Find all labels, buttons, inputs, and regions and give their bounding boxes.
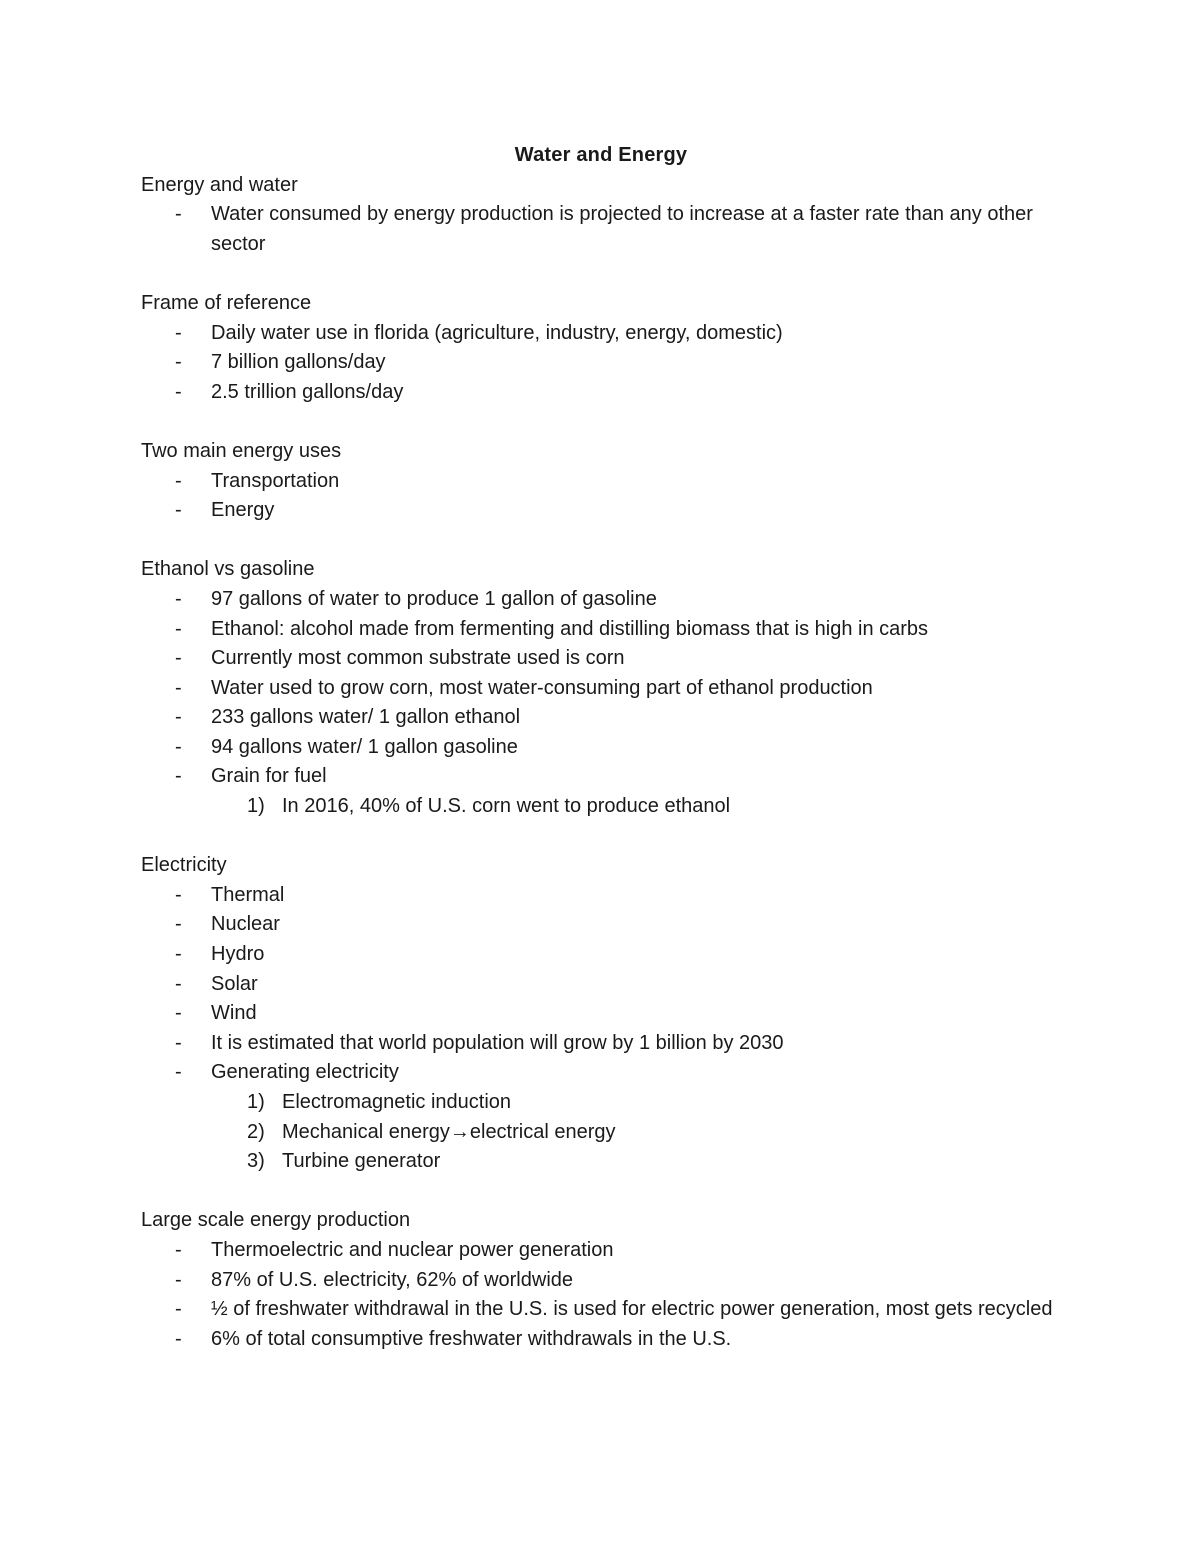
numbered-item-text: Electromagnetic induction	[282, 1091, 512, 1113]
list-item	[141, 1029, 1061, 1059]
list-item	[141, 1295, 1061, 1325]
dash-bullet-icon: -	[175, 203, 182, 226]
document-title: Water and Energy	[514, 144, 688, 166]
list-item	[141, 585, 1061, 615]
section-heading: Two main energy uses	[141, 439, 342, 462]
dash-bullet-icon: -	[175, 1298, 182, 1321]
dash-bullet-icon: -	[175, 676, 182, 699]
list-item	[141, 644, 1061, 674]
numbered-item-text: Mechanical energy→electrical energy	[282, 1120, 616, 1143]
numbered-item	[211, 1147, 1061, 1177]
list-item	[141, 615, 1061, 645]
section-ethanol-vs-gasoline	[141, 555, 1061, 821]
list-item	[141, 674, 1061, 704]
dash-bullet-icon: -	[175, 735, 182, 758]
dash-bullet-icon: -	[175, 321, 182, 344]
dash-bullet-icon: -	[175, 647, 182, 670]
list-item	[141, 762, 1061, 821]
list-item	[141, 970, 1061, 1000]
list-item-text: Water used to grow corn, most water-consuming part of ethanol production	[211, 676, 873, 699]
bullet-list	[141, 319, 1061, 408]
list-item-text: 7 billion gallons/day	[211, 351, 386, 374]
list-item-text: 233 gallons water/ 1 gallon ethanol	[211, 706, 521, 729]
dash-bullet-icon: -	[175, 499, 182, 522]
bullet-list	[141, 585, 1061, 822]
list-item-text: Ethanol: alcohol made from fermenting and distilling biomass that is high in carbs	[211, 617, 929, 640]
section-electricity	[141, 851, 1061, 1177]
dash-bullet-icon: -	[175, 1061, 182, 1084]
document-body	[141, 141, 1061, 1354]
list-item-text: Daily water use in florida (agriculture, industry, energy, domestic)	[211, 321, 783, 344]
list-item-text: Grain for fuel	[211, 765, 327, 788]
list-item-text: 2.5 trillion gallons/day	[211, 380, 404, 403]
list-item-text: Solar	[211, 972, 258, 995]
section-heading: Electricity	[141, 854, 227, 877]
section-heading: Frame of reference	[141, 291, 312, 314]
list-item-text: 97 gallons of water to produce 1 gallon of gasoline	[211, 587, 657, 610]
list-item	[141, 881, 1061, 911]
numbered-item-text: In 2016, 40% of U.S. corn went to produce ethanol	[282, 795, 731, 818]
section-heading: Energy and water	[141, 173, 298, 196]
list-item	[141, 999, 1061, 1029]
list-item	[141, 910, 1061, 940]
list-item-text: Thermal	[211, 883, 285, 906]
dash-bullet-icon: -	[175, 587, 182, 610]
dash-bullet-icon: -	[175, 351, 182, 374]
list-item-text: Generating electricity	[211, 1061, 399, 1084]
section-heading: Ethanol vs gasoline	[141, 558, 315, 581]
list-item	[141, 200, 1061, 259]
bullet-list	[141, 881, 1061, 1177]
list-item-text: 94 gallons water/ 1 gallon gasoline	[211, 735, 518, 758]
list-item	[141, 496, 1061, 526]
section-frame-of-reference	[141, 289, 1061, 407]
numbered-item	[211, 1118, 1061, 1148]
list-item-text: Water consumed by energy production is projected to increase at a faster rate than any other sector	[211, 203, 1033, 255]
dash-bullet-icon: -	[175, 1031, 182, 1054]
bullet-list	[141, 467, 1061, 526]
dash-bullet-icon: -	[175, 1268, 182, 1291]
list-item	[141, 733, 1061, 763]
list-item-text: Nuclear	[211, 913, 280, 936]
list-item-text: Currently most common substrate used is corn	[211, 647, 625, 670]
item-number: 1)	[247, 795, 265, 818]
list-item-text: 6% of total consumptive freshwater withdrawals in the U.S.	[211, 1327, 732, 1350]
dash-bullet-icon: -	[175, 1327, 182, 1350]
list-item-text: ½ of freshwater withdrawal in the U.S. is used for electric power generation, most gets recycled	[211, 1298, 1053, 1321]
numbered-item	[211, 1088, 1061, 1118]
bullet-list	[141, 200, 1061, 259]
dash-bullet-icon: -	[175, 469, 182, 492]
dash-bullet-icon: -	[175, 706, 182, 729]
list-item	[141, 319, 1061, 349]
bullet-list	[141, 1236, 1061, 1354]
item-number: 2)	[247, 1120, 265, 1143]
list-item-text: 87% of U.S. electricity, 62% of worldwide	[211, 1268, 574, 1291]
dash-bullet-icon: -	[175, 617, 182, 640]
dash-bullet-icon: -	[175, 943, 182, 966]
list-item-text: Thermoelectric and nuclear power generation	[211, 1238, 614, 1261]
list-item	[141, 1058, 1061, 1176]
list-item	[141, 467, 1061, 497]
section-heading: Large scale energy production	[141, 1209, 411, 1232]
numbered-item	[211, 792, 1061, 822]
list-item	[141, 1236, 1061, 1266]
list-item	[141, 378, 1061, 408]
list-item	[141, 703, 1061, 733]
numbered-sublist	[211, 792, 1061, 822]
dash-bullet-icon: -	[175, 883, 182, 906]
dash-bullet-icon: -	[175, 1002, 182, 1025]
numbered-sublist	[211, 1088, 1061, 1177]
list-item-text: It is estimated that world population will grow by 1 billion by 2030	[211, 1031, 784, 1054]
list-item	[141, 348, 1061, 378]
section-two-main-energy-uses	[141, 437, 1061, 526]
dash-bullet-icon: -	[175, 765, 182, 788]
section-large-scale-energy-production	[141, 1206, 1061, 1354]
list-item-text: Hydro	[211, 943, 265, 966]
dash-bullet-icon: -	[175, 1238, 182, 1261]
list-item	[141, 1266, 1061, 1296]
list-item-text: Wind	[211, 1002, 257, 1025]
list-item-text: Transportation	[211, 469, 340, 492]
list-item	[141, 940, 1061, 970]
item-number: 3)	[247, 1150, 265, 1173]
dash-bullet-icon: -	[175, 972, 182, 995]
section-energy-and-water	[141, 171, 1061, 260]
list-item	[141, 1325, 1061, 1355]
list-item-text: Energy	[211, 499, 275, 522]
dash-bullet-icon: -	[175, 380, 182, 403]
numbered-item-text: Turbine generator	[282, 1150, 441, 1173]
item-number: 1)	[247, 1091, 265, 1113]
dash-bullet-icon: -	[175, 913, 182, 936]
